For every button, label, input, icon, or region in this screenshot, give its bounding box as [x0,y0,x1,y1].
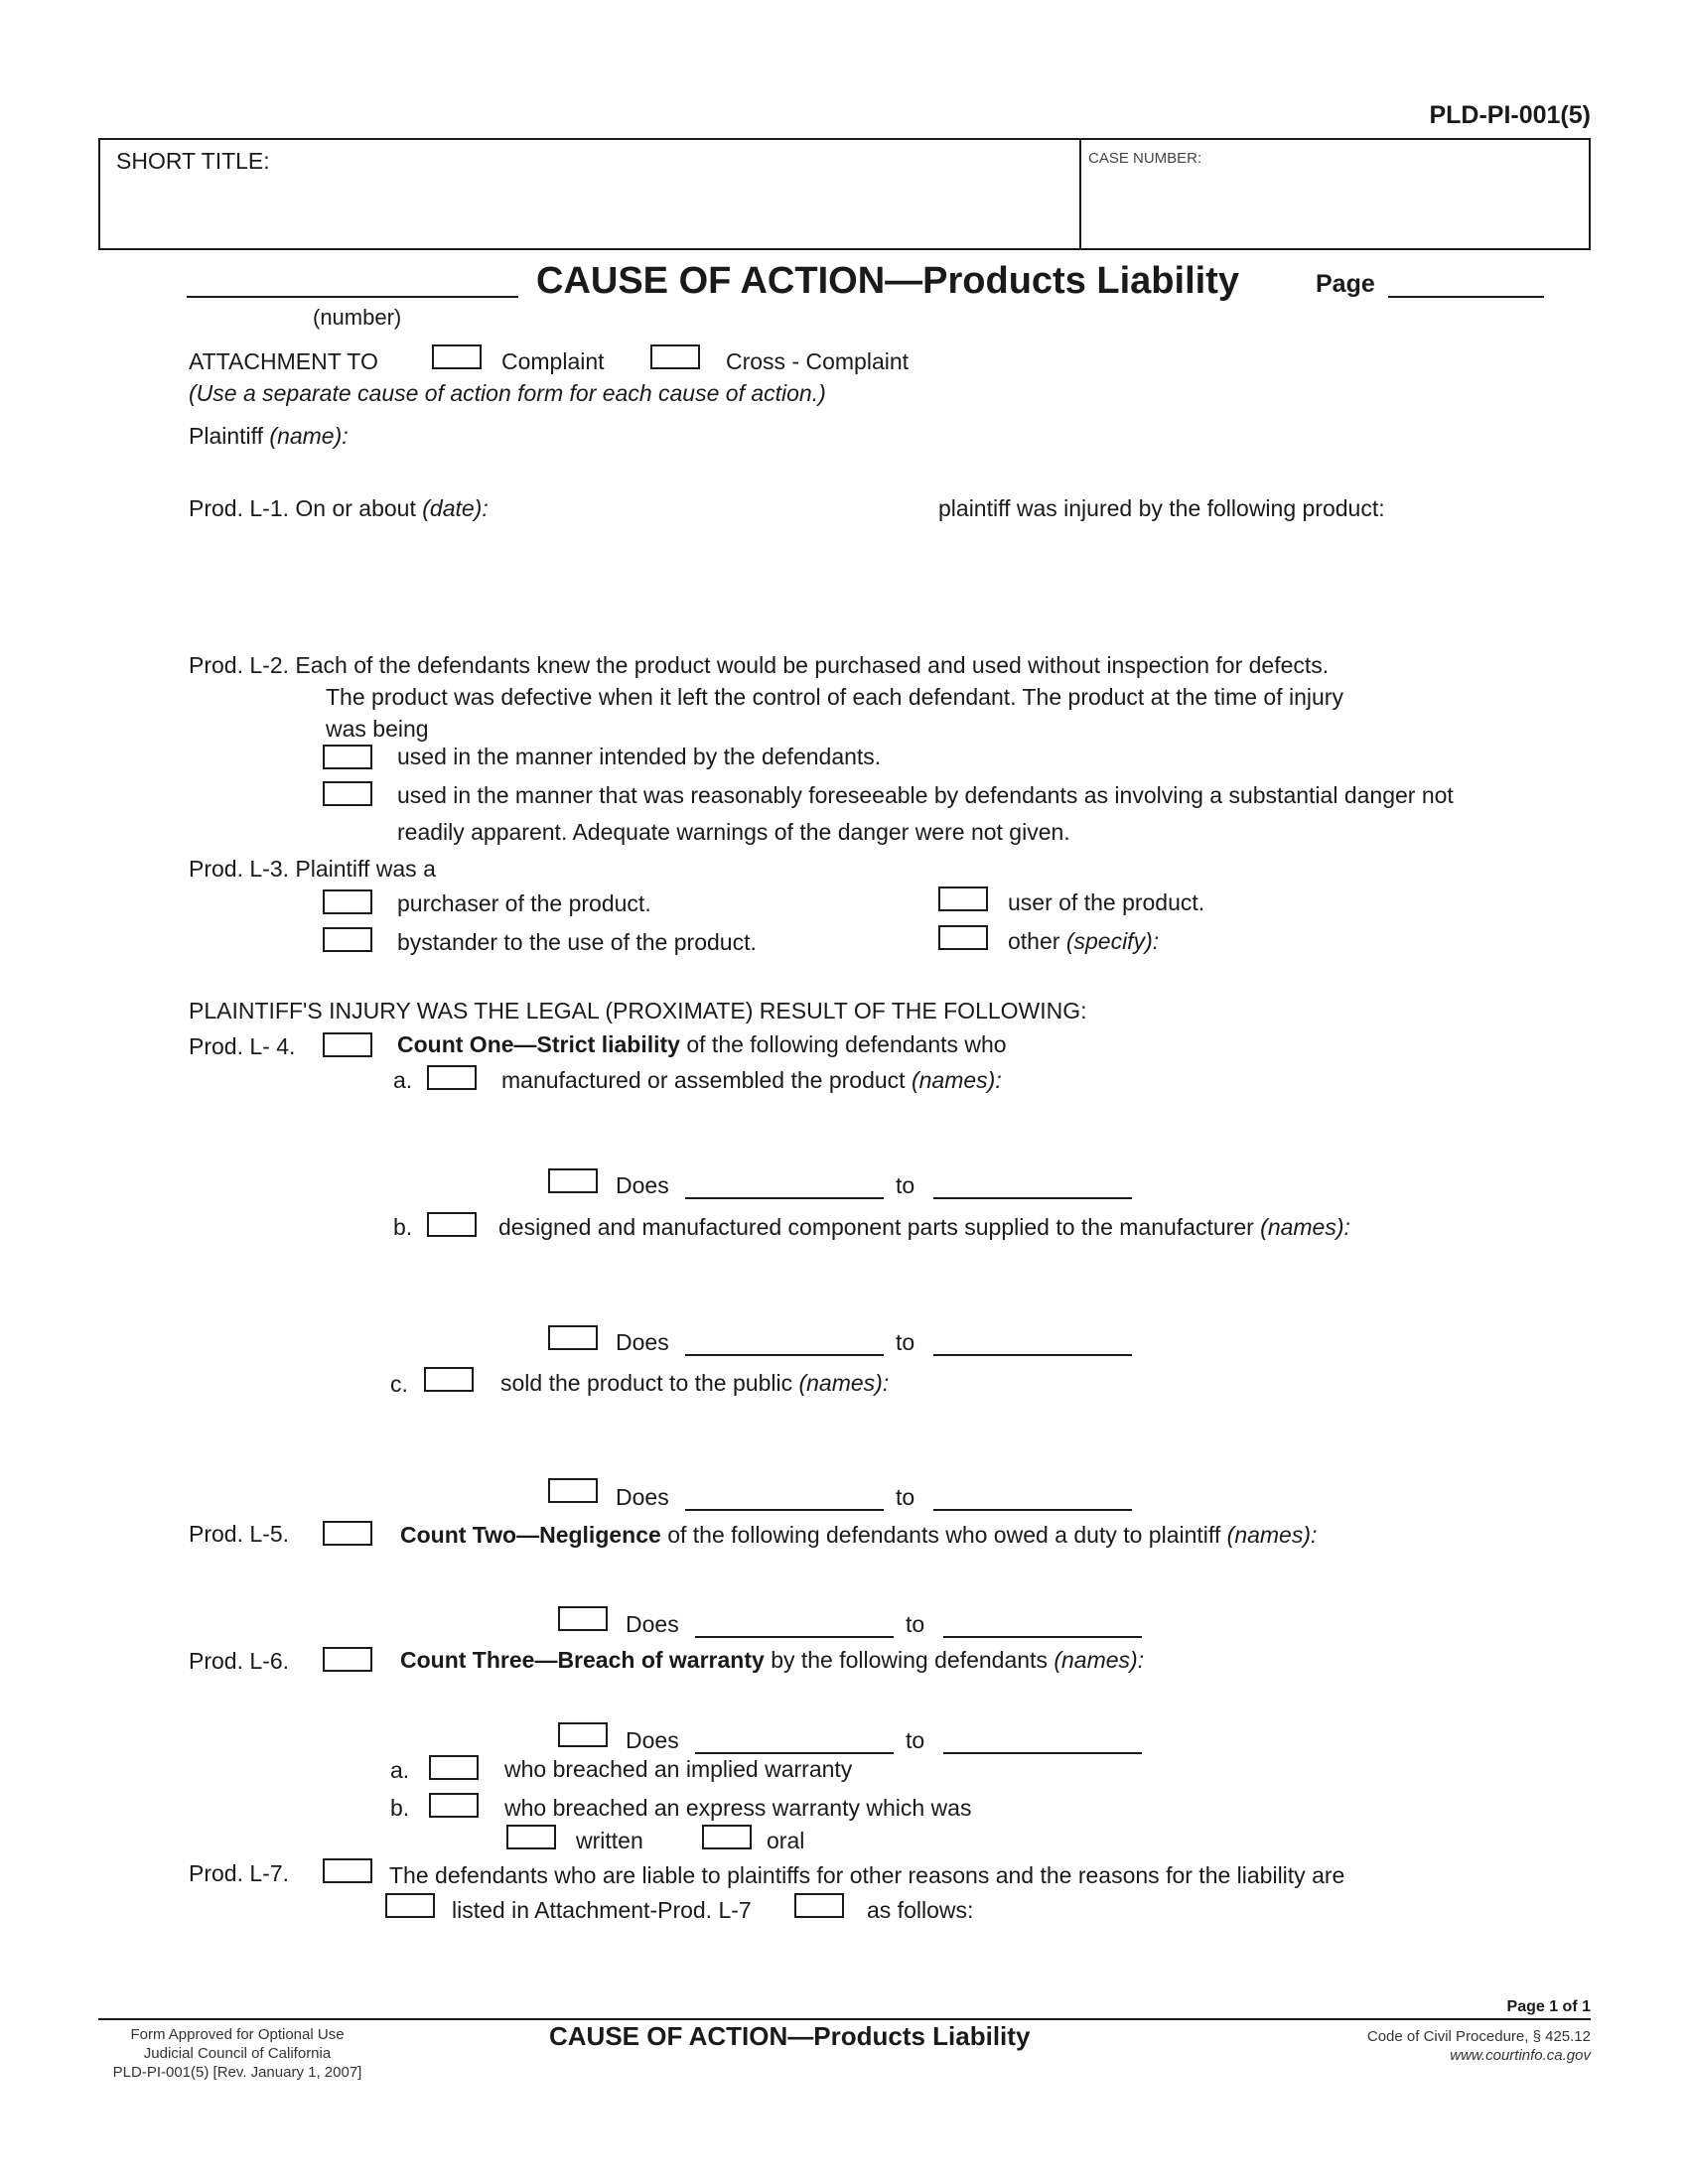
cross-complaint-checkbox[interactable] [650,344,700,369]
purchaser-checkbox[interactable] [323,889,372,914]
case-number-label: CASE NUMBER: [1088,150,1202,167]
l5-label: Prod. L-5. [189,1521,289,1547]
foreseeable-use-label-2: readily apparent. Adequate warnings of the danger were not given. [397,819,1070,845]
footer-council: Judicial Council of California [143,2045,332,2062]
other-reasons-field[interactable] [189,1928,1539,1987]
implied-warranty-checkbox[interactable] [429,1755,479,1780]
seller-does-from-field[interactable] [685,1509,884,1511]
component-does-to-field[interactable] [933,1354,1132,1356]
negligence-does-label: Does [626,1611,679,1637]
component-names-field[interactable] [498,1245,1539,1306]
other-reasons-checkbox[interactable] [323,1858,372,1883]
short-title-label: SHORT TITLE: [116,148,270,174]
manufacturer-does-checkbox[interactable] [548,1168,598,1193]
component-does-from-field[interactable] [685,1354,884,1356]
cross-complaint-label: Cross - Complaint [726,348,910,374]
page-number-field[interactable] [1388,296,1544,298]
footer-web[interactable]: www.courtinfo.ca.gov [1450,2047,1591,2064]
footer-code: Code of Civil Procedure, § 425.12 [1366,2028,1591,2045]
component-does-label: Does [616,1329,669,1355]
proximate-heading: PLAINTIFF'S INJURY WAS THE LEGAL (PROXIMATE) RESULT OF THE FOLLOWING: [189,998,1087,1024]
warranty-does-to: to [906,1727,925,1753]
express-warranty-checkbox[interactable] [429,1793,479,1818]
l1-tail: plaintiff was injured by the following product: [938,495,1385,521]
manufacturer-checkbox[interactable] [427,1065,477,1090]
purchaser-label: purchaser of the product. [397,890,651,916]
footer-approved: Form Approved for Optional Use [130,2026,345,2043]
attachment-label: ATTACHMENT TO [189,348,378,374]
l1-label: Prod. L-1. On or about (date): [189,495,489,521]
seller-does-to: to [896,1484,915,1510]
listed-attachment-checkbox[interactable] [385,1893,435,1918]
manufacturer-does-to: to [896,1172,915,1198]
number-label: (number) [313,305,402,330]
cause-number-field[interactable] [187,296,518,298]
as-follows-checkbox[interactable] [794,1893,844,1918]
negligence-does-to-field[interactable] [943,1636,1142,1638]
oral-checkbox[interactable] [702,1825,752,1849]
written-checkbox[interactable] [506,1825,556,1849]
seller-does-to-field[interactable] [933,1509,1132,1511]
plaintiff-label: Plaintiff (name): [189,423,349,449]
l6-a-letter: a. [390,1757,410,1783]
attachment-note: (Use a separate cause of action form for each cause of action.) [189,380,826,406]
seller-names-field[interactable] [500,1401,1539,1462]
complaint-checkbox[interactable] [432,344,482,369]
l4-label: Prod. L- 4. [189,1033,296,1059]
l6-b-letter: b. [390,1795,410,1821]
seller-does-label: Does [616,1484,669,1510]
foreseeable-use-checkbox[interactable] [323,781,372,806]
express-warranty-label: who breached an express warranty which was [504,1795,972,1821]
count-two-heading: Count Two—Negligence of the following defendants who owed a duty to plaintiff (names): [400,1522,1318,1548]
component-does-to: to [896,1329,915,1355]
form-id: PLD-PI-001(5) [1429,101,1591,129]
l2-line2: The product was defective when it left the control of each defendant. The product at the time of injury [326,684,1343,710]
implied-warranty-label: who breached an implied warranty [504,1756,853,1782]
l7-text: The defendants who are liable to plaintiffs for other reasons and the reasons for the liability are [389,1862,1345,1888]
product-description-field[interactable] [189,526,1539,635]
footer-rev: PLD-PI-001(5) [Rev. January 1, 2007] [112,2064,362,2081]
other-label: other (specify): [1008,928,1160,954]
bystander-label: bystander to the use of the product. [397,929,757,955]
negligence-does-from-field[interactable] [695,1636,894,1638]
warranty-does-label: Does [626,1727,679,1753]
warranty-does-checkbox[interactable] [558,1722,608,1747]
warranty-checkbox[interactable] [323,1647,372,1672]
l4-c-letter: c. [390,1371,408,1397]
plaintiff-name-field[interactable] [367,419,1539,449]
footer-page: Page 1 of 1 [1506,1998,1591,2015]
user-checkbox[interactable] [938,887,988,911]
manufacturer-does-to-field[interactable] [933,1197,1132,1199]
other-checkbox[interactable] [938,925,988,950]
manufacturer-names-field[interactable] [501,1098,1539,1158]
warranty-does-to-field[interactable] [943,1752,1142,1754]
negligence-checkbox[interactable] [323,1521,372,1546]
l6-label: Prod. L-6. [189,1648,289,1674]
manufacturer-does-label: Does [616,1172,669,1198]
l4-a-letter: a. [393,1067,413,1093]
warranty-does-from-field[interactable] [695,1752,894,1754]
written-label: written [576,1828,643,1853]
case-number-field[interactable] [1088,175,1580,244]
intended-use-label: used in the manner intended by the defendants. [397,744,882,769]
bystander-checkbox[interactable] [323,927,372,952]
seller-does-checkbox[interactable] [548,1478,598,1503]
short-title-field[interactable] [109,175,1062,244]
page-label: Page [1316,270,1375,298]
complaint-label: Complaint [501,348,605,374]
component-label: designed and manufactured component parts supplied to the manufacturer (names): [498,1214,1350,1240]
other-specify-field[interactable] [1177,923,1539,953]
component-does-checkbox[interactable] [548,1325,598,1350]
l2-line1: Prod. L-2. Each of the defendants knew the product would be purchased and used without inspection for defects. [189,652,1330,678]
listed-attachment-label: listed in Attachment-Prod. L-7 [452,1897,752,1923]
seller-checkbox[interactable] [424,1367,474,1392]
manufacturer-label: manufactured or assembled the product (names): [501,1067,1002,1093]
footer-title: CAUSE OF ACTION—Products Liability [549,2021,1031,2051]
seller-label: sold the product to the public (names): [500,1370,890,1396]
header-divider [1079,138,1081,250]
count-one-heading: Count One—Strict liability of the following defendants who [397,1031,1007,1057]
l7-label: Prod. L-7. [189,1860,289,1886]
component-checkbox[interactable] [427,1212,477,1237]
l3-label: Prod. L-3. Plaintiff was a [189,856,436,882]
strict-liability-checkbox[interactable] [323,1032,372,1057]
negligence-does-checkbox[interactable] [558,1606,608,1631]
intended-use-checkbox[interactable] [323,745,372,769]
page-title: CAUSE OF ACTION—Products Liability [536,260,1239,302]
user-label: user of the product. [1008,889,1205,915]
l2-line3: was being [326,716,429,742]
footer-rule [98,2018,1591,2020]
as-follows-label: as follows: [867,1897,974,1923]
count-three-heading: Count Three—Breach of warranty by the following defendants (names): [400,1647,1145,1673]
negligence-does-to: to [906,1611,925,1637]
manufacturer-does-from-field[interactable] [685,1197,884,1199]
foreseeable-use-label-1: used in the manner that was reasonably foreseeable by defendants as involving a substantial danger not [397,782,1454,808]
negligence-names-field[interactable] [400,1553,1539,1602]
injury-date-field[interactable] [521,490,918,520]
l4-b-letter: b. [393,1214,413,1240]
oral-label: oral [767,1828,805,1853]
warranty-names-field[interactable] [400,1678,1539,1717]
